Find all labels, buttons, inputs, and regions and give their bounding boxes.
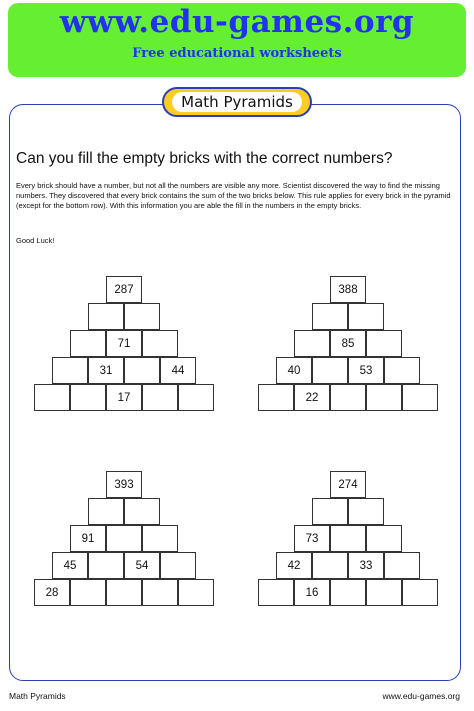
- pyramid-brick-given: 85: [330, 330, 366, 357]
- pyramid-brick-empty[interactable]: [330, 525, 366, 552]
- pyramid-1: [34, 276, 214, 411]
- pyramid-brick-given: 274: [330, 471, 366, 498]
- pyramid-brick-empty[interactable]: [88, 303, 124, 330]
- pyramid-brick-given: 22: [294, 384, 330, 411]
- pyramid-brick-given: 71: [106, 330, 142, 357]
- pyramid-brick-empty[interactable]: [34, 384, 70, 411]
- pyramid-brick-empty[interactable]: [258, 384, 294, 411]
- pyramid-brick-empty[interactable]: [330, 384, 366, 411]
- pyramid-brick-empty[interactable]: [160, 552, 196, 579]
- pyramid-brick-given: 31: [88, 357, 124, 384]
- pyramid-brick-empty[interactable]: [124, 498, 160, 525]
- pyramid-brick-empty[interactable]: [70, 579, 106, 606]
- pyramid-brick-empty[interactable]: [178, 579, 214, 606]
- pyramid-brick-given: 54: [124, 552, 160, 579]
- pyramid-brick-empty[interactable]: [142, 579, 178, 606]
- question-heading: Can you fill the empty bricks with the correct numbers?: [16, 150, 393, 167]
- worksheet-title: Math Pyramids: [172, 92, 302, 112]
- pyramid-brick-empty[interactable]: [312, 498, 348, 525]
- pyramid-brick-empty[interactable]: [88, 498, 124, 525]
- good-luck-text: Good Luck!: [16, 236, 55, 245]
- pyramid-brick-empty[interactable]: [402, 384, 438, 411]
- pyramid-brick-given: 45: [52, 552, 88, 579]
- pyramid-brick-given: 44: [160, 357, 196, 384]
- pyramid-brick-empty[interactable]: [178, 384, 214, 411]
- pyramid-brick-empty[interactable]: [366, 330, 402, 357]
- pyramid-brick-given: 53: [348, 357, 384, 384]
- pyramid-brick-empty[interactable]: [142, 525, 178, 552]
- pyramid-brick-empty[interactable]: [330, 579, 366, 606]
- pyramid-brick-empty[interactable]: [294, 330, 330, 357]
- pyramid-brick-given: 16: [294, 579, 330, 606]
- pyramid-brick-empty[interactable]: [348, 498, 384, 525]
- pyramid-brick-given: 91: [70, 525, 106, 552]
- pyramid-brick-given: 40: [276, 357, 312, 384]
- instructions-text: Every brick should have a number, but not all the numbers are visible any more. Scientist discovered the way to find the missing numbers. They discovered that every brick contains the sum of the two bricks below. This rule applies for every brick in the pyramid (except for the bottom row). With this information you are able the fill in the numbers in the empty bricks.: [16, 181, 451, 210]
- worksheet-title-badge: [162, 87, 312, 117]
- pyramid-brick-empty[interactable]: [366, 525, 402, 552]
- pyramid-brick-empty[interactable]: [124, 357, 160, 384]
- pyramid-brick-empty[interactable]: [402, 579, 438, 606]
- footer-right[interactable]: www.edu-games.org: [382, 691, 460, 701]
- pyramid-brick-empty[interactable]: [258, 579, 294, 606]
- pyramid-brick-empty[interactable]: [70, 330, 106, 357]
- pyramid-brick-given: 388: [330, 276, 366, 303]
- pyramid-brick-empty[interactable]: [312, 303, 348, 330]
- site-subtitle: Free educational worksheets: [132, 46, 342, 61]
- pyramid-brick-given: 17: [106, 384, 142, 411]
- pyramid-brick-empty[interactable]: [70, 384, 106, 411]
- pyramid-brick-empty[interactable]: [106, 525, 142, 552]
- footer-left: Math Pyramids: [9, 691, 66, 701]
- pyramid-brick-empty[interactable]: [88, 552, 124, 579]
- pyramid-brick-given: 42: [276, 552, 312, 579]
- pyramid-brick-empty[interactable]: [384, 357, 420, 384]
- pyramid-3: [34, 471, 214, 606]
- pyramid-brick-given: 28: [34, 579, 70, 606]
- pyramid-brick-empty[interactable]: [52, 357, 88, 384]
- pyramid-brick-empty[interactable]: [142, 330, 178, 357]
- pyramid-brick-empty[interactable]: [384, 552, 420, 579]
- pyramid-brick-empty[interactable]: [348, 303, 384, 330]
- pyramid-brick-empty[interactable]: [312, 552, 348, 579]
- pyramid-brick-given: 73: [294, 525, 330, 552]
- pyramid-brick-given: 393: [106, 471, 142, 498]
- pyramid-2: [258, 276, 438, 411]
- pyramid-brick-empty[interactable]: [312, 357, 348, 384]
- pyramid-brick-empty[interactable]: [366, 384, 402, 411]
- pyramid-brick-empty[interactable]: [142, 384, 178, 411]
- pyramid-4: [258, 471, 438, 606]
- site-header: [8, 3, 466, 77]
- pyramid-brick-empty[interactable]: [106, 579, 142, 606]
- pyramid-brick-empty[interactable]: [366, 579, 402, 606]
- pyramid-brick-given: 33: [348, 552, 384, 579]
- pyramid-brick-given: 287: [106, 276, 142, 303]
- pyramid-brick-empty[interactable]: [124, 303, 160, 330]
- site-title[interactable]: www.edu-games.org: [59, 4, 415, 40]
